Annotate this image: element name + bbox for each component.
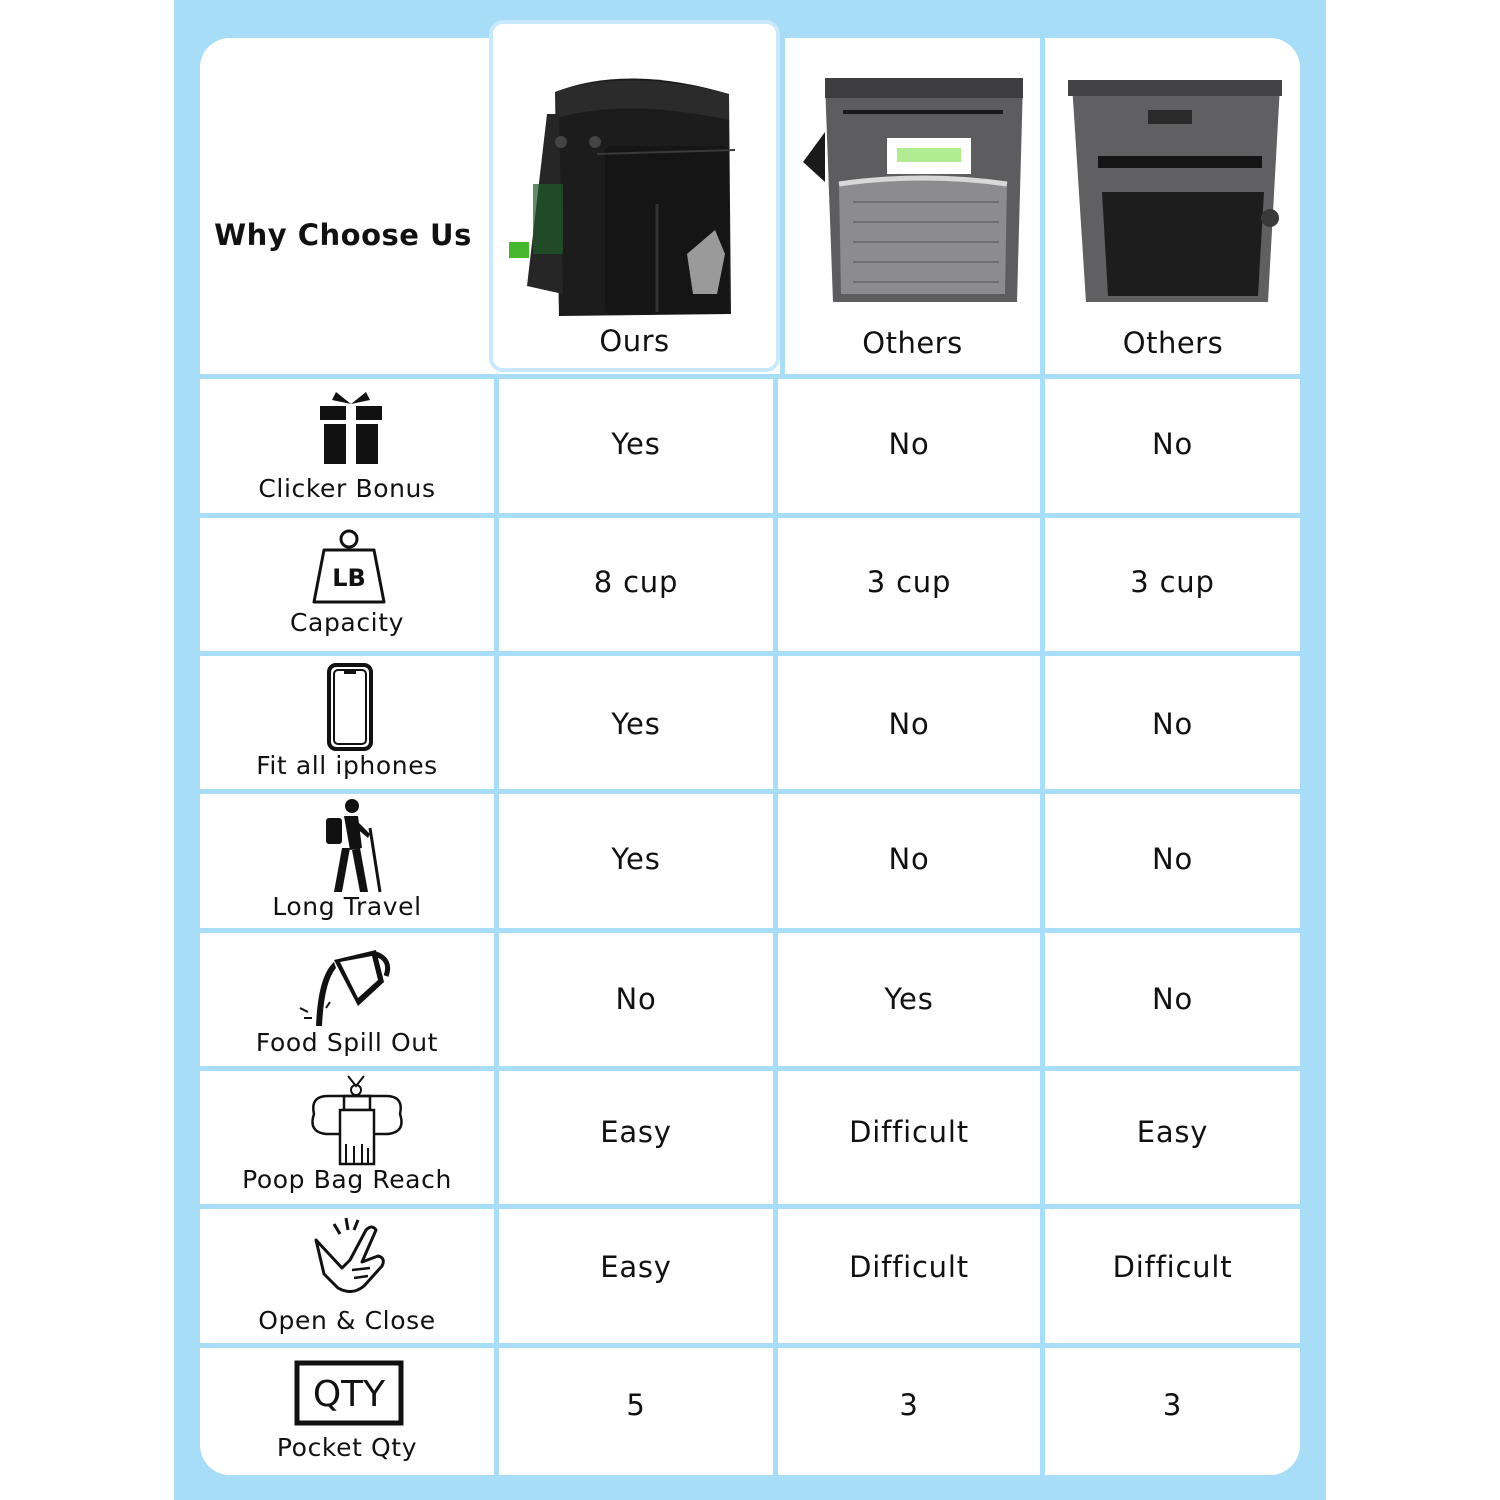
finger-snap-icon [312, 1216, 390, 1296]
row-label-poop-bag-reach: Poop Bag Reach [242, 1165, 452, 1194]
row-divider [200, 513, 1300, 518]
header-col-ours: Ours [599, 324, 670, 358]
row-divider [200, 1343, 1300, 1348]
row-divider [200, 374, 1300, 379]
header-col-others-1: Others [862, 326, 963, 360]
row-divider [200, 928, 1300, 933]
row-label-fit-iphones: Fit all iphones [256, 751, 438, 780]
header-others-1-cell [785, 38, 1040, 374]
column-divider [494, 374, 499, 1475]
row-divider [200, 1204, 1300, 1209]
cell-ours-open-close: Easy [600, 1250, 672, 1284]
pouring-jug-icon [296, 946, 392, 1028]
row-label-food-spill-out: Food Spill Out [255, 1028, 439, 1057]
cell-ours-poop-bag-reach: Easy [600, 1115, 672, 1149]
header-title: Why Choose Us [214, 218, 472, 252]
cell-others2-poop-bag-reach: Easy [1136, 1115, 1209, 1149]
cell-ours-food-spill-out: No [615, 982, 657, 1016]
smartphone-icon [326, 662, 374, 752]
row-label-open-close: Open & Close [258, 1306, 436, 1335]
cell-others1-pocket-qty: 3 [899, 1388, 919, 1422]
header-col-others-2: Others [1122, 326, 1224, 360]
row-label-long-travel: Long Travel [272, 892, 422, 921]
cell-others1-fit-iphones: No [888, 707, 930, 741]
gift-icon [318, 390, 384, 466]
header-why-cell [200, 38, 486, 374]
cell-others2-long-travel: No [1151, 842, 1194, 876]
cell-others1-open-close: Difficult [849, 1250, 969, 1284]
cell-ours-pocket-qty: 5 [626, 1388, 646, 1422]
row-divider [200, 651, 1300, 656]
cell-ours-capacity: 8 cup [593, 565, 679, 599]
row-divider [200, 1066, 1300, 1071]
cell-others1-poop-bag-reach: Difficult [849, 1115, 969, 1149]
others-pouch-image-1 [803, 72, 1023, 304]
qty-box-icon [294, 1360, 404, 1426]
header-ours-cell [489, 20, 780, 372]
cell-others1-capacity: 3 cup [866, 565, 952, 599]
cell-ours-fit-iphones: Yes [611, 707, 661, 741]
cell-others2-fit-iphones: No [1151, 707, 1194, 741]
poop-bag-icon [308, 1074, 406, 1168]
ours-pouch-image [507, 54, 747, 316]
weight-icon-text: LB [332, 564, 366, 592]
cell-others1-long-travel: No [888, 842, 930, 876]
cell-ours-long-travel: Yes [611, 842, 661, 876]
header-others-2-cell [1046, 38, 1300, 374]
cell-ours-clicker-bonus: Yes [611, 427, 661, 461]
column-divider [780, 38, 785, 374]
row-divider [200, 789, 1300, 794]
row-label-pocket-qty: Pocket Qty [276, 1433, 418, 1462]
cell-others2-capacity: 3 cup [1130, 565, 1215, 599]
row-label-capacity: Capacity [289, 608, 405, 637]
hiker-icon [322, 798, 384, 894]
cell-others1-clicker-bonus: No [888, 427, 930, 461]
row-label-clicker-bonus: Clicker Bonus [258, 474, 436, 503]
others-pouch-image-2 [1068, 80, 1284, 306]
qty-icon-text: QTY [312, 1374, 386, 1415]
column-divider [773, 374, 778, 1475]
cell-others2-open-close: Difficult [1112, 1250, 1233, 1284]
cell-others2-pocket-qty: 3 [1162, 1388, 1183, 1422]
cell-others1-food-spill-out: Yes [884, 982, 934, 1016]
weight-lb-icon [310, 528, 388, 606]
cell-others2-clicker-bonus: No [1151, 427, 1194, 461]
cell-others2-food-spill-out: No [1151, 982, 1194, 1016]
